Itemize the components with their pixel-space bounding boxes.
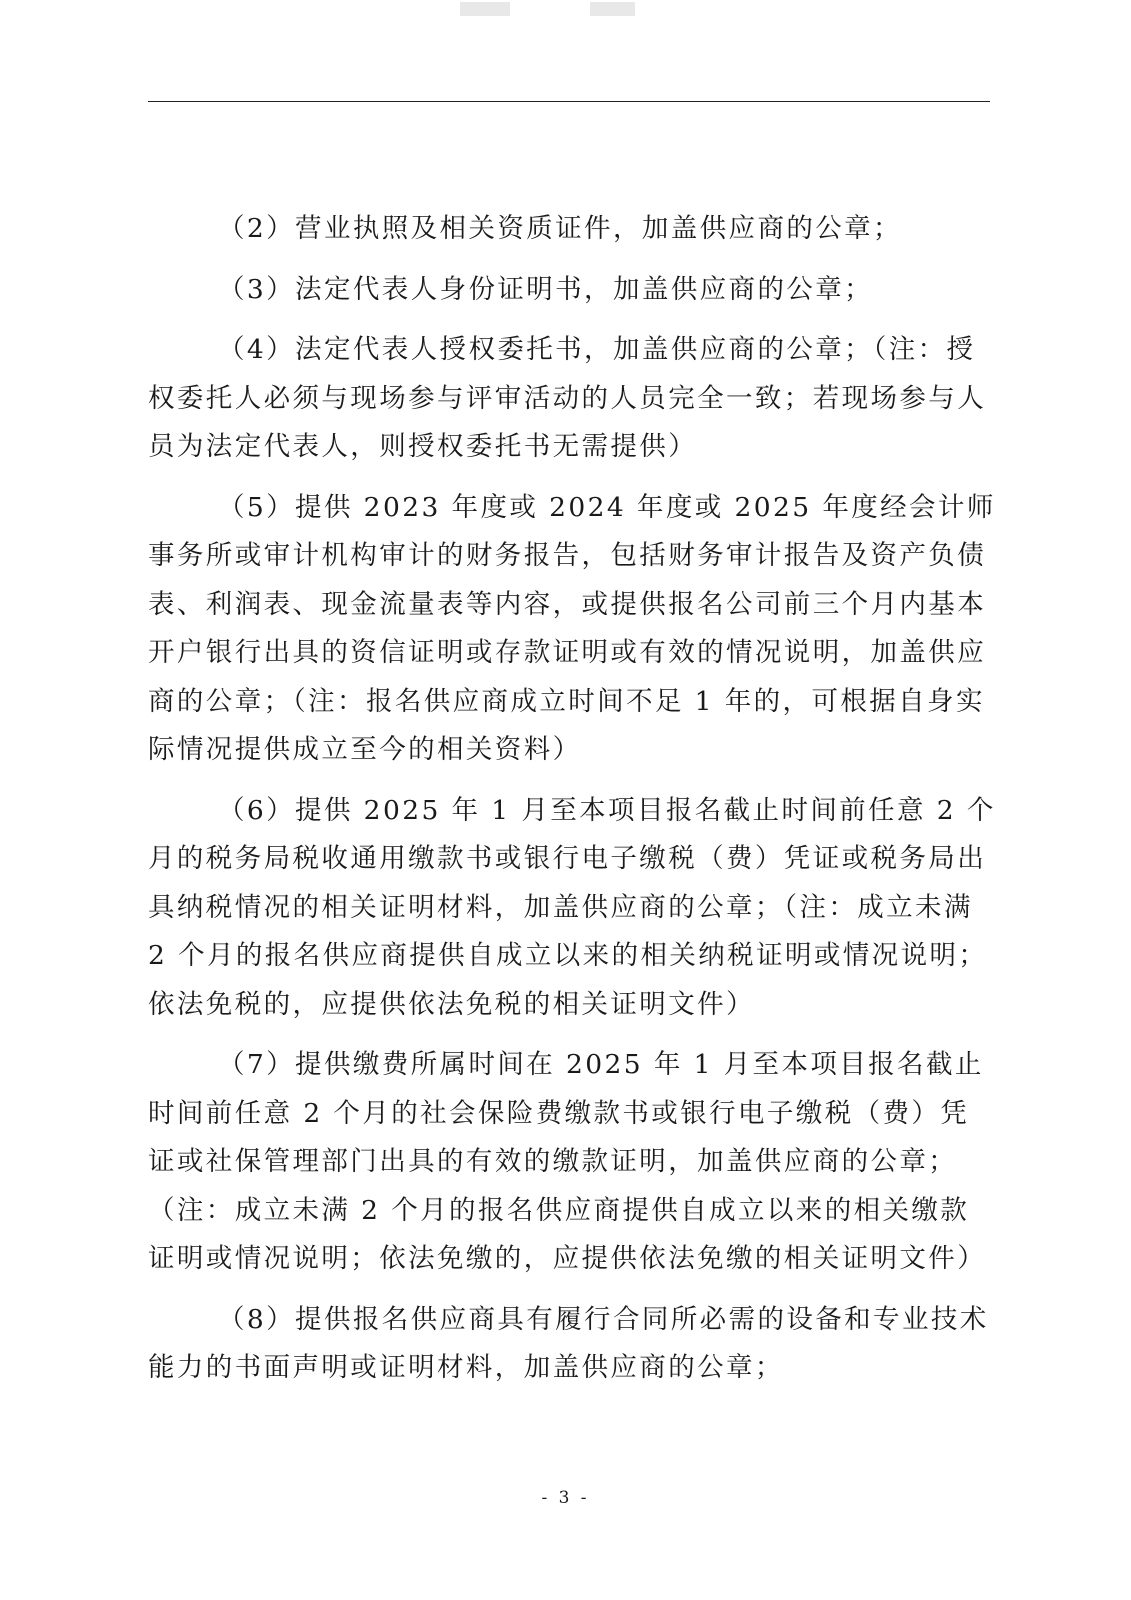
paragraph-8: （8）提供报名供应商具有履行合同所必需的设备和专业技术能力的书面声明或证明材料，加盖供应商的公章； bbox=[148, 1303, 989, 1383]
paragraph-4: （4）法定代表人授权委托书，加盖供应商的公章；（注：授权委托人必须与现场参与评审活动的人员完全一致；若现场参与人员为法定代表人，则授权委托书无需提供） bbox=[148, 334, 987, 462]
scan-marks bbox=[460, 0, 680, 22]
paragraph-2: （2）营业执照及相关资质证件，加盖供应商的公章； bbox=[218, 213, 902, 244]
paragraph-5: （5）提供 2023 年度或 2024 年度或 2025 年度经会计师事务所或审计机构审计的财务报告，包括财务审计报告及资产负债表、利润表、现金流量表等内容，或提供报名公司前三个月内基本开户银行出具的资信证明或存款证明或有效的情况说明，加盖供应商的公章；（注：报名供应商成立时间不足 1 年的，可根据自身实际情况提供成立至今的相关资料） bbox=[148, 491, 996, 765]
paragraph-6: （6）提供 2025 年 1 月至本项目报名截止时间前任意 2 个月的税务局税收通用缴款书或银行电子缴税（费）凭证或税务局出具纳税情况的相关证明材料，加盖供应商的公章；（注：成立未满 2 个月的报名供应商提供自成立以来的相关纳税证明或情况说明；依法免税的，应提供依法免税的相关证明文件） bbox=[148, 794, 996, 1020]
paragraph-7: （7）提供缴费所属时间在 2025 年 1 月至本项目报名截止时间前任意 2 个月的社会保险费缴款书或银行电子缴税（费）凭证或社保管理部门出具的有效的缴款证明，加盖供应商的公章；（注：成立未满 2 个月的报名供应商提供自成立以来的相关缴款证明或情况说明；依法免缴的，应提供依法免缴的相关证明文件） bbox=[148, 1049, 987, 1274]
header-rule bbox=[148, 101, 990, 102]
body-text bbox=[148, 205, 998, 1405]
paragraph-3: （3）法定代表人身份证明书，加盖供应商的公章； bbox=[218, 273, 874, 305]
page-number: - 3 - bbox=[541, 1488, 590, 1508]
